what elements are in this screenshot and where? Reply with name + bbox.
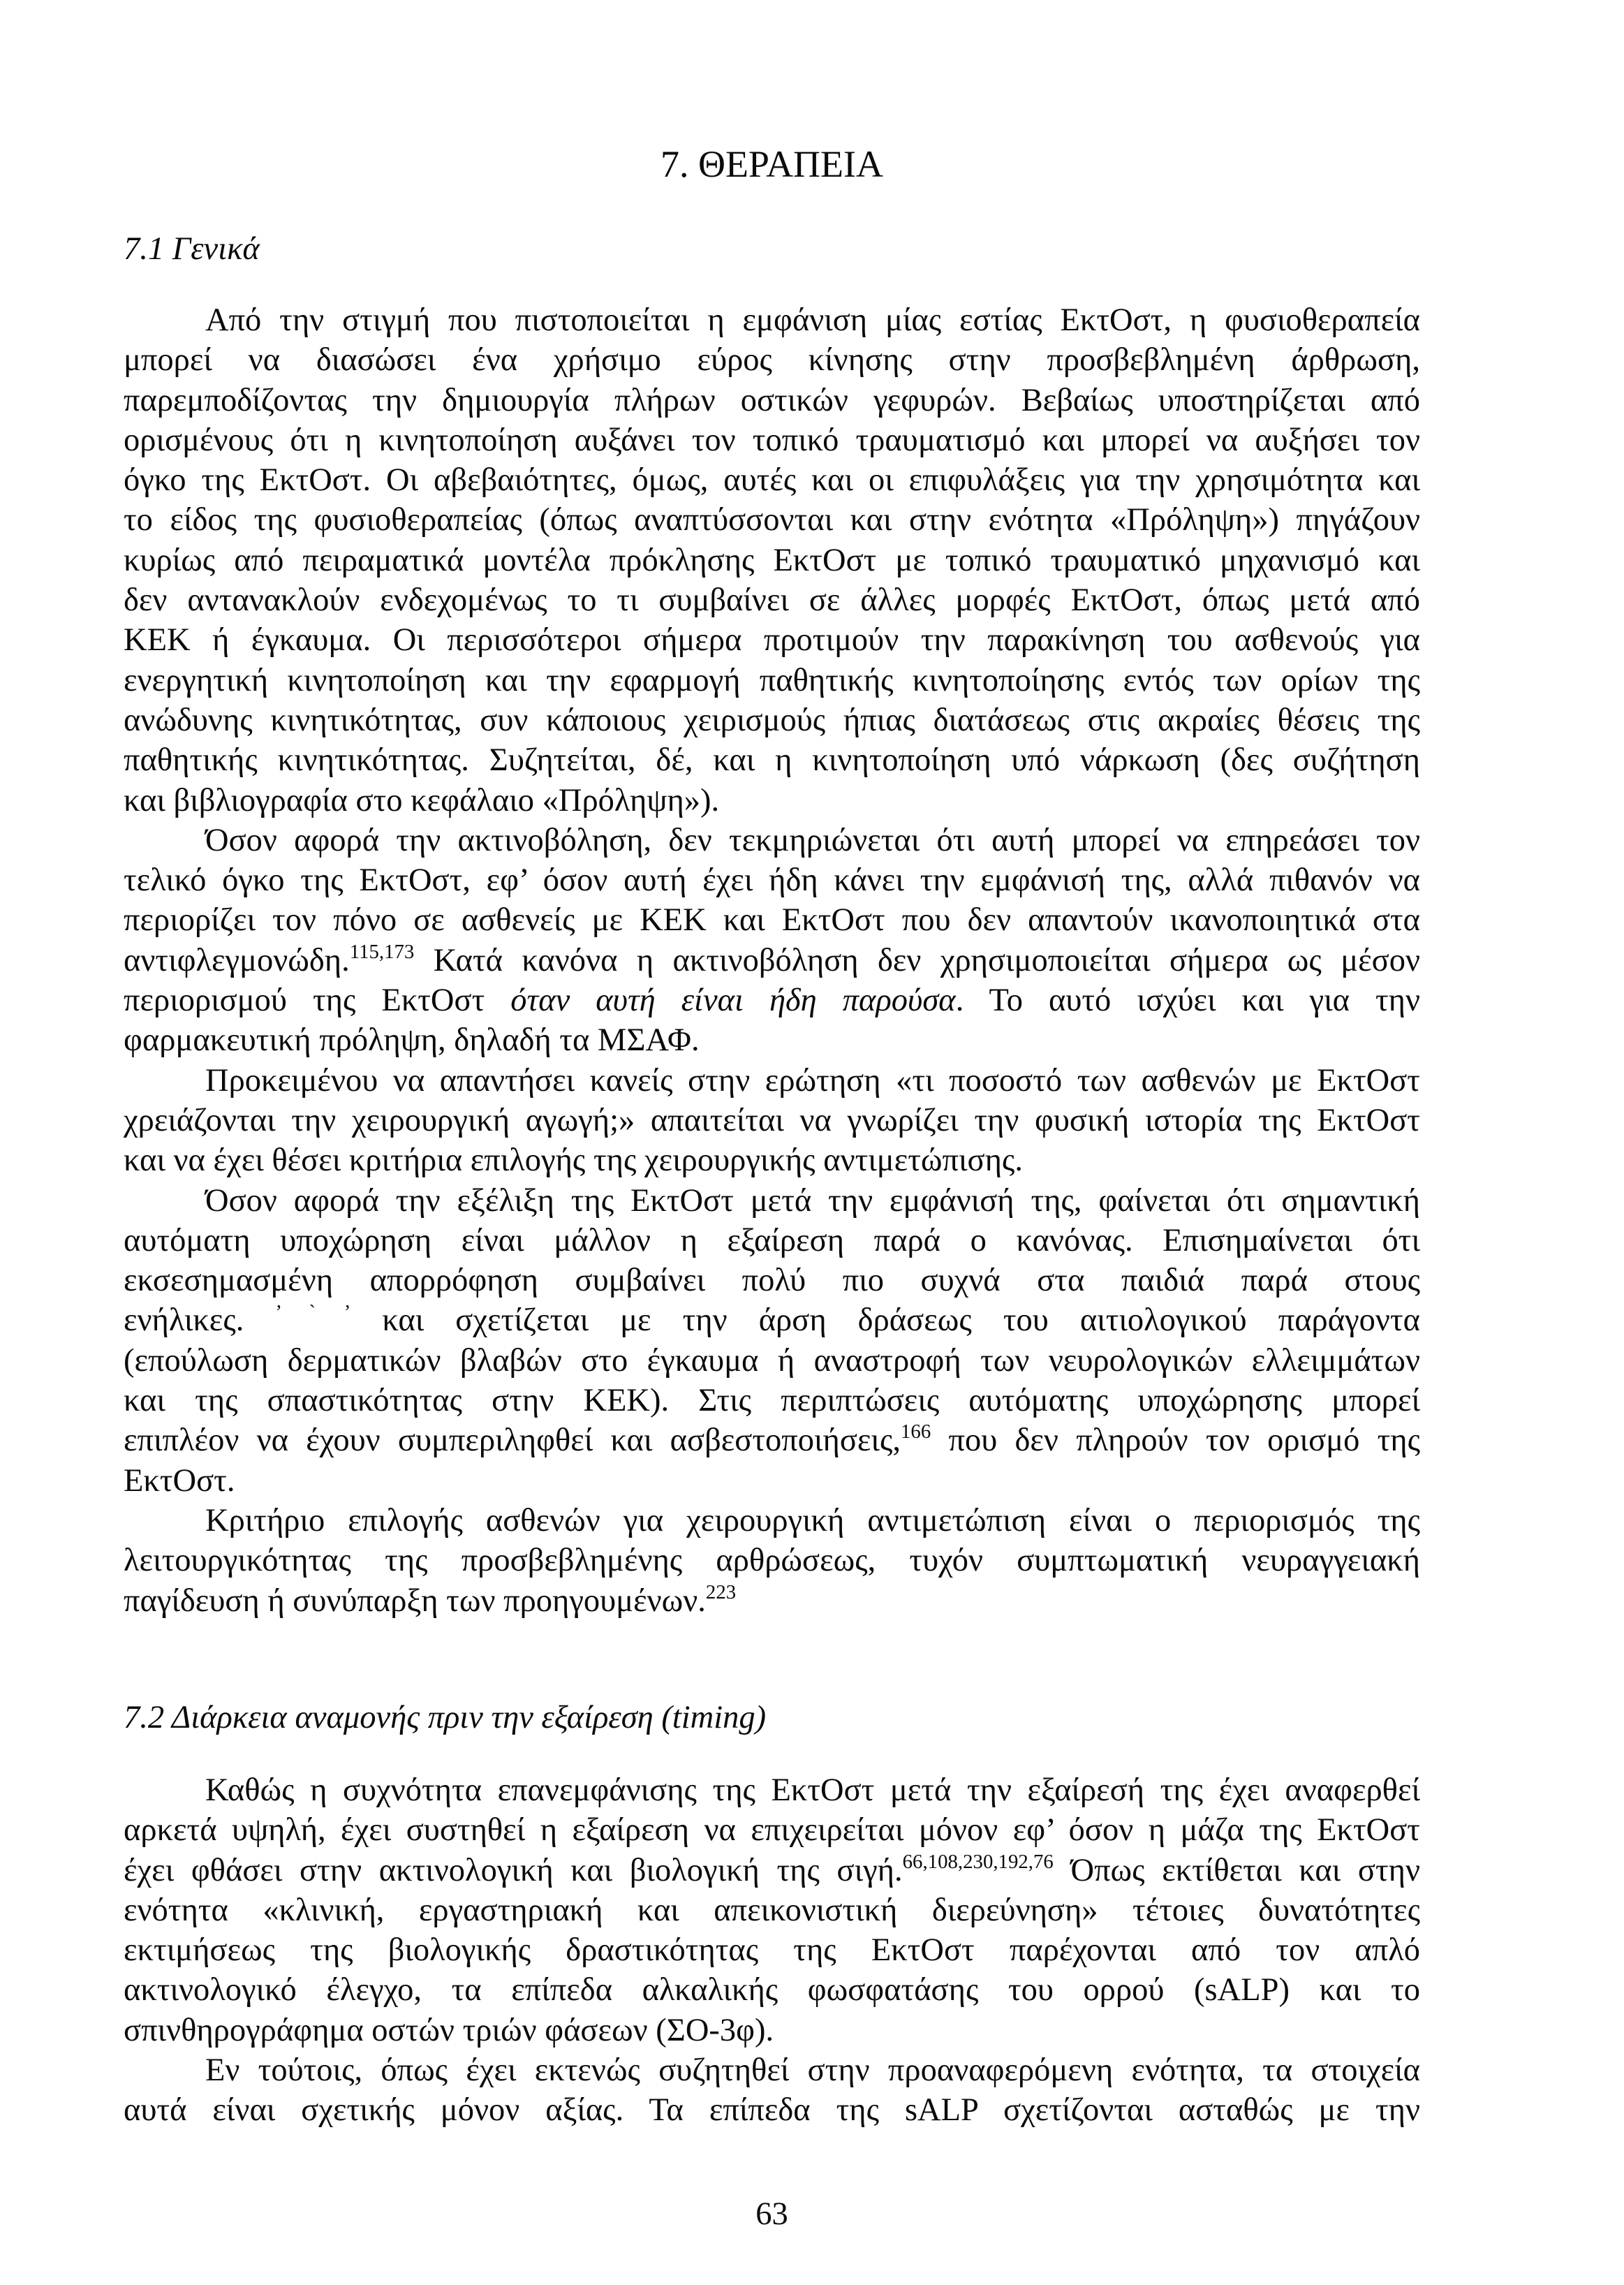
text-line bbox=[124, 700, 1420, 740]
text-run: επιπλέον να έχουν συμπεριληφθεί και ασβεστοποιήσεις, bbox=[124, 1423, 901, 1459]
text-line bbox=[124, 2011, 1420, 2050]
text-run: Από την στιγμή που πιστοποιείται η εμφάνιση μίας εστίας ΕκτΟστ, η φυσιοθεραπεία bbox=[205, 302, 1420, 338]
text-line bbox=[124, 1381, 1420, 1420]
text-run: εκσεσημασμένη απορρόφηση συμβαίνει πολύ πιο συχνά στα παιδιά παρά στους bbox=[124, 1263, 1420, 1299]
paragraph bbox=[124, 1501, 1420, 1621]
text-line bbox=[124, 1581, 1420, 1621]
text-run: Κατά κανόνα η ακτινοβόληση δεν χρησιμοποιείται σήμερα ως μέσον bbox=[414, 942, 1420, 978]
text-line bbox=[124, 980, 1420, 1020]
text-run: ορισμένους ότι η κινητοποίηση αυξάνει τον τοπικό τραυματισμό και μπορεί να αυξήσει τον bbox=[124, 422, 1420, 458]
text-run: (επούλωση δερματικών βλαβών στο έγκαυμα ή αναστροφή των νευρολογικών ελλειμμάτων bbox=[124, 1342, 1420, 1379]
text-line bbox=[124, 460, 1420, 500]
text-run: και της σπαστικότητας στην ΚΕΚ). Στις περιπτώσεις αυτόματης υποχώρησης μπορεί bbox=[124, 1383, 1420, 1419]
section-heading: 7.1 Γενικά bbox=[124, 231, 260, 267]
text-line bbox=[124, 821, 1420, 860]
text-line bbox=[124, 1420, 1420, 1460]
paragraph bbox=[124, 821, 1420, 1061]
text-run: τελικό όγκο της ΕκτΟστ, εφ’ όσον αυτή έχει ήδη κάνει την εμφάνισή της, αλλά πιθανόν να bbox=[124, 862, 1420, 899]
text-line bbox=[124, 1020, 1420, 1060]
text-run: ακτινολογικό έλεγχο, τα επίπεδα αλκαλικής φωσφατάσης του ορρού (sALP) και το bbox=[124, 1972, 1420, 2008]
section-body bbox=[124, 300, 1420, 1621]
text-run: έχει φθάσει στην ακτινολογική και βιολογική της σιγή. bbox=[124, 1852, 903, 1888]
text-line bbox=[124, 1810, 1420, 1850]
paragraph bbox=[124, 1061, 1420, 1181]
text-run: σπινθηρογράφημα οστών τριών φάσεων (ΣΟ-3φ). bbox=[124, 2012, 774, 2048]
text-run: μπορεί να διασώσει ένα χρήσιμο εύρος κίνησης στην προσβεβλημένη άρθρωση, bbox=[124, 342, 1420, 379]
paragraph bbox=[124, 1770, 1420, 2050]
text-line bbox=[124, 300, 1420, 340]
section-body bbox=[124, 1770, 1420, 2131]
text-run: παγίδευση ή συνύπαρξη των προηγουμένων. bbox=[124, 1582, 706, 1619]
text-run: φαρμακευτική πρόληψη, δηλαδή τα ΜΣΑΦ. bbox=[124, 1022, 700, 1059]
text-line bbox=[124, 381, 1420, 420]
section-heading: 7.2 Διάρκεια αναμονής πριν την εξαίρεση (timing) bbox=[124, 1700, 767, 1735]
citation-superscript: 66,108,230,192,76 bbox=[902, 1850, 1054, 1873]
text-line bbox=[124, 1181, 1420, 1221]
text-run: λειτουργικότητας της προσβεβλημένης αρθρώσεως, τυχόν συμπτωματική νευραγγειακή bbox=[124, 1543, 1420, 1579]
text-run: ΕκτΟστ. bbox=[124, 1462, 235, 1499]
text-run: που δεν πληρούν τον ορισμό της bbox=[931, 1423, 1420, 1459]
text-run: Καθώς η συχνότητα επανεμφάνισης της ΕκτΟστ μετά την εξαίρεσή της έχει αναφερθεί bbox=[205, 1772, 1420, 1808]
text-run: αρκετά υψηλή, έχει συστηθεί η εξαίρεση να επιχειρείται μόνον εφ’ όσον η μάζα της ΕκτΟστ bbox=[124, 1812, 1420, 1849]
text-run: περιορισμού της ΕκτΟστ bbox=[124, 983, 511, 1019]
text-run: αυτά είναι σχετικής μόνον αξίας. Τα επίπεδα της sALP σχετίζονται ασταθώς με την bbox=[124, 2092, 1420, 2129]
text-line bbox=[124, 420, 1420, 460]
text-run: περιορίζει τον πόνο σε ασθενείς με ΚΕΚ και ΕκτΟστ που δεν απαντούν ικανοποιητικά στα bbox=[124, 902, 1420, 939]
text-run: Εν τούτοις, όπως έχει εκτενώς συζητηθεί στην προαναφερόμενη ενότητα, τα στοιχεία bbox=[205, 2052, 1420, 2089]
text-line bbox=[124, 1851, 1420, 1890]
text-run: . Το αυτό ισχύει και για την bbox=[955, 983, 1420, 1019]
text-run: ενεργητική κινητοποίηση και την εφαρμογή παθητικής κινητοποίησης εντός των ορίων της bbox=[124, 662, 1420, 698]
text-line bbox=[124, 860, 1420, 900]
citation-superscript: 223 bbox=[705, 1580, 737, 1603]
citation-superscript: 166 bbox=[900, 1420, 931, 1443]
text-run: δεν αντανακλούν ενδεχομένως το τι συμβαίνει σε άλλες μορφές ΕκτΟστ, όπως μετά από bbox=[124, 582, 1420, 619]
citation-superscript: 115,173 bbox=[349, 940, 415, 963]
text-line bbox=[124, 500, 1420, 540]
text-line bbox=[124, 1770, 1420, 1810]
text-line bbox=[124, 541, 1420, 580]
text-line bbox=[124, 1061, 1420, 1101]
text-line bbox=[124, 781, 1420, 821]
text-run: Όσον αφορά την ακτινοβόληση, δεν τεκμηριώνεται ότι αυτή μπορεί να επηρεάσει τον bbox=[205, 822, 1420, 858]
text-run: χρειάζονται την χειρουργική αγωγή;» απαιτείται να γνωρίζει την φυσική ιστορία της ΕκτΟστ bbox=[124, 1102, 1420, 1138]
paragraph bbox=[124, 1181, 1420, 1501]
paragraph bbox=[124, 2050, 1420, 2131]
text-line bbox=[124, 661, 1420, 700]
text-run: παρεμποδίζοντας την δημιουργία πλήρων οστικών γεφυρών. Βεβαίως υποστηρίζεται από bbox=[124, 382, 1420, 418]
text-line bbox=[124, 1261, 1420, 1300]
text-line bbox=[124, 1930, 1420, 1970]
text-run: και να έχει θέσει κριτήρια επιλογής της χειρουργικής αντιμετώπισης. bbox=[124, 1142, 1023, 1179]
text-run: αντιφλεγμονώδη. bbox=[124, 942, 350, 978]
text-line bbox=[124, 1221, 1420, 1261]
chapter-title: 7. ΘΕΡΑΠΕΙΑ bbox=[660, 143, 884, 185]
text-run: και σχετίζεται με την άρση δράσεως του αιτιολογικού παράγοντα bbox=[350, 1302, 1421, 1339]
text-line bbox=[124, 1970, 1420, 2010]
text-line bbox=[124, 1461, 1420, 1501]
text-line bbox=[124, 2050, 1420, 2090]
text-run: Προκειμένου να απαντήσει κανείς στην ερώτηση «τι ποσοστό των ασθενών με ΕκτΟστ bbox=[205, 1062, 1420, 1099]
citation-superscript: ’ ` ’ bbox=[275, 1300, 351, 1323]
text-line bbox=[124, 1300, 1420, 1340]
text-line bbox=[124, 1101, 1420, 1140]
text-line bbox=[124, 740, 1420, 780]
text-line bbox=[124, 620, 1420, 660]
text-run: αυτόματη υποχώρηση είναι μάλλον η εξαίρεση παρά ο κανόνας. Επισημαίνεται ότι bbox=[124, 1222, 1420, 1258]
text-run: όγκο της ΕκτΟστ. Οι αβεβαιότητες, όμως, αυτές και οι επιφυλάξεις για την χρησιμότητα και bbox=[124, 462, 1420, 499]
text-run: ενήλικες. bbox=[124, 1302, 276, 1339]
text-line bbox=[124, 900, 1420, 940]
text-line bbox=[124, 580, 1420, 620]
text-run: Κριτήριο επιλογής ασθενών για χειρουργική αντιμετώπιση είναι ο περιορισμός της bbox=[205, 1502, 1420, 1538]
text-run: ενότητα «κλινική, εργαστηριακή και απεικονιστική διερεύνηση» τέτοιες δυνατότητες bbox=[124, 1892, 1420, 1928]
text-line bbox=[124, 1341, 1420, 1381]
text-line bbox=[124, 2090, 1420, 2130]
text-run: κυρίως από πειραματικά μοντέλα πρόκλησης ΕκτΟστ με τοπικό τραυματικό μηχανισμό και bbox=[124, 542, 1420, 578]
text-run: Όπως εκτίθεται και στην bbox=[1053, 1852, 1420, 1888]
text-run: παθητικής κινητικότητας. Συζητείται, δέ, και η κινητοποίηση υπό νάρκωση (δες συζήτηση bbox=[124, 742, 1420, 779]
text-line bbox=[124, 1140, 1420, 1180]
text-line bbox=[124, 1501, 1420, 1541]
text-run: εκτιμήσεως της βιολογικής δραστικότητας της ΕκτΟστ παρέχονται από τον απλό bbox=[124, 1932, 1420, 1969]
text-run: ΚΕΚ ή έγκαυμα. Οι περισσότεροι σήμερα προτιμούν την παρακίνηση του ασθενούς για bbox=[124, 622, 1420, 659]
text-line bbox=[124, 340, 1420, 380]
text-run: Όσον αφορά την εξέλιξη της ΕκτΟστ μετά την εμφάνισή της, φαίνεται ότι σημαντική bbox=[205, 1182, 1420, 1219]
italic-text: όταν αυτή είναι ήδη παρούσα bbox=[510, 983, 956, 1019]
paragraph bbox=[124, 300, 1420, 821]
text-run: το είδος της φυσιοθεραπείας (όπως αναπτύσσονται και στην ενότητα «Πρόληψη») πηγάζουν bbox=[124, 502, 1420, 538]
text-line bbox=[124, 1541, 1420, 1580]
text-line bbox=[124, 941, 1420, 980]
text-run: και βιβλιογραφία στο κεφάλαιο «Πρόληψη»). bbox=[124, 782, 720, 818]
text-line bbox=[124, 1890, 1420, 1930]
page-number: 63 bbox=[755, 2196, 788, 2232]
text-run: ανώδυνης κινητικότητας, συν κάποιους χειρισμούς ήπιας διατάσεως στις ακραίες θέσεις της bbox=[124, 702, 1420, 738]
